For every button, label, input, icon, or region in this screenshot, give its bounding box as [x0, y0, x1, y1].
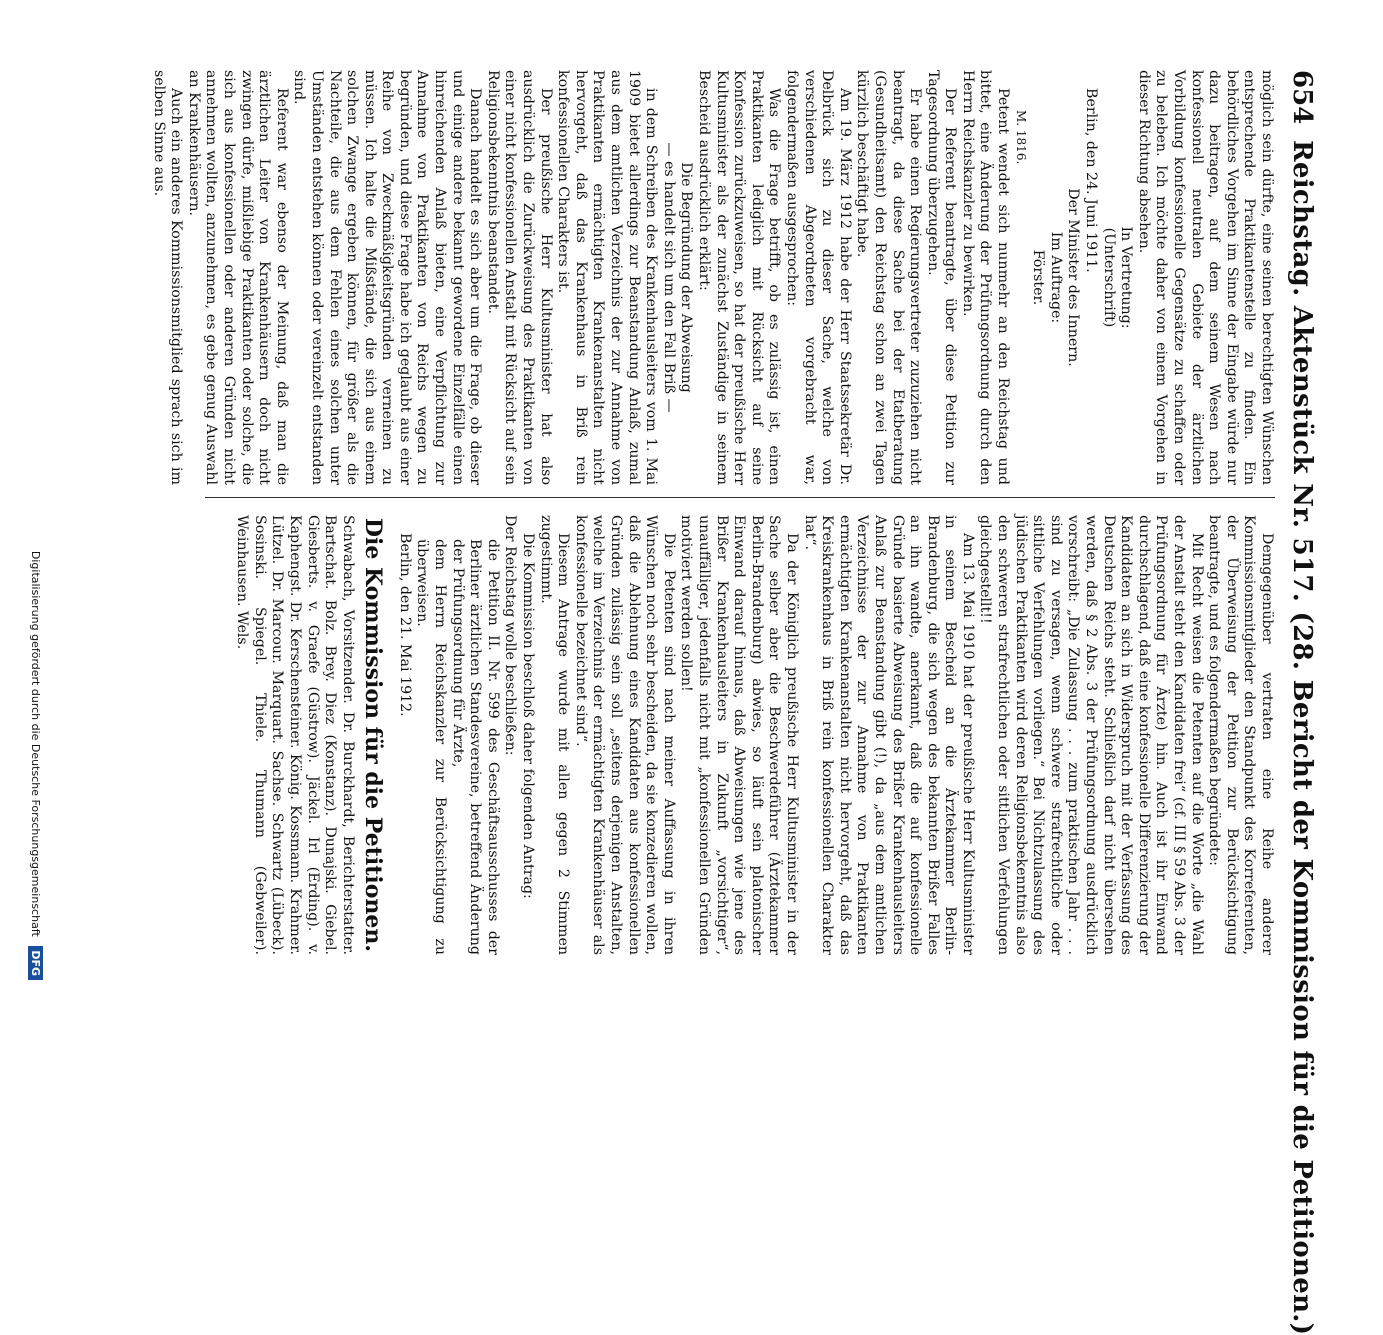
commission-heading: Die Kommission für die Petitionen.	[360, 517, 387, 953]
paragraph: in dem Schreiben des Krankenhausleiters vom 1. Mai 1909 bietet allerdings zur Beanstandung Anlaß, zumal aus dem amtlichen Verzeichnis der zur Annahme von Praktikanten ermächtigten Krankenanstalten nicht hervorgeht, daß das Krankenhaus in Briß rein konfessionellen Charakters ist.	[555, 70, 660, 485]
paragraph: Demgegenüber vertraten eine Reihe anderer Kommissionsmitglieder den Standpunkt des Korreferenten, der Überweisung der Petition zur Berücksichtigung beantragte, und es folgendermaßen begründete:	[1206, 515, 1275, 955]
centered-line: Im Auftrage:	[1047, 231, 1064, 324]
indented-motion: dem Herrn Reichskanzler zur Berücksichtigung zu überweisen.	[414, 539, 449, 955]
paragraph: Der preußische Herr Kultusminister hat also ausdrücklich die Zurückweisung des Praktikanten von einer nicht konfessionellen Anstalt mit Rücksicht auf sein Religionsbekenntnis beanstandet.	[484, 70, 554, 485]
paragraph: Am 13. Mai 1910 hat der preußische Herr Kultusminister in seinem Bescheid an die Ärztekammer Berlin-Brandenburg, die sich wegen des bekannten Brißer Falles an ihn wandte, anerkannt, daß die auf konfessionelle Gründe basierte Abweisung des Brißer Krankenhausleiters Anlaß zur Beanstandung gibt (!), da „aus dem amtlichen Verzeichnisse der zur Annahme von Praktikanten ermächtigten Krankenanstalten nicht hervorgeht, daß das Kreiskrankenhaus in Briß rein konfessionellen Charakter hat“.	[801, 515, 976, 955]
funding-note: Digitalisierung gefördert durch die Deutsche Forschungsgemeinschaft	[29, 550, 42, 937]
page-number: 654	[1287, 70, 1317, 125]
running-title: Reichstag. Aktenstück Nr. 517. (28. Bericht der Kommission für die Petitionen.)	[1287, 140, 1317, 1335]
dfg-footer	[17, 20, 43, 980]
member-list: Schwabach, Vorsitzender. Dr. Burckhardt, Berichterstatter. Bartschat. Bolz. Brey. Diez (Konstanz). Dunajski. Giebel. Giesberts. v. Graefe (Güstrow). Jäckel. Irl (Erding). v. Kaphengst. Dr. Kerschensteiner. König. Kossmann. Krahmer. Lützel. Dr. Marcour. Marquart. Sachse. Schwartz (Lübeck). Sosinski. Spiegel. Thiele. Thumann (Gebweiler). Weinhausen. Wels.	[234, 515, 356, 955]
paragraph: Am 19. März 1912 habe der Herr Staatssekretär Dr. Delbrück sich zu dieser Sache, welche von verschiedenen Abgeordneten vorgebracht war, folgendermaßen ausgesprochen:	[783, 70, 853, 485]
paragraph: Er habe einen Regierungsvertreter zuzuziehen nicht beantragt, da diese Sache bei der Etatberatung (Gesundheitsamt) den Reichstag schon an zwei Tagen kürzlich beschäftigt habe.	[854, 70, 924, 485]
paragraph: Die Petenten sind nach meiner Auffassung in ihren Wünschen noch sehr bescheiden, da sie konzedieren wollen, daß die Ablehnung eines Kandidaten aus konfessionellen Gründen zulässig sein soll „seitens derjenigen Anstalten, welche im Verzeichnis der ermächtigten Krankenhäuser als konfessionelle bezeichnet sind“.	[572, 515, 677, 955]
centered-line: Der Minister des Innern.	[1065, 188, 1082, 367]
paragraph: möglich sein dürfte, eine seinen berechtigten Wünschen entsprechende Praktikantenstelle zu finden. Ein behördliches Vorgehen im Sinne der Eingabe würde nur dazu beitragen, auf dem seinem Wesen nach konfessionell neutralen Gebiete der ärztlichen Vorbildung konfessionelle Gegensätze zu schaffen oder zu beleben. Ich möchte daher von einem Vorgehen in dieser Richtung absehen.	[1135, 70, 1275, 485]
paragraph: Da der Königlich preußische Herr Kultusminister in der Sache selber aber die Beschwerdeführer (Ärztekammer Berlin-Brandenburg) abwies, so läuft sein platonischer Einwand darauf hinaus, daß Abweisungen wie jene des Brißer Krankenhausleiters in Zukunft „vorsichtiger“, unauffälliger, jedenfalls nicht mit „konfessionellen Gründen motiviert werden sollen!	[678, 515, 800, 955]
centered-line: (Unterschrift)	[1100, 227, 1117, 328]
paragraph: Danach handelt es sich aber um die Frage, ob dieser und einige andere bekannt gewordene Einzelfälle einen hinreichenden Anlaß bieten, eine Verpflichtung zur Annahme von Praktikanten von Reichs wegen zu begründen, und diese Frage habe ich geglaubt aus einer Reihe von Zweckmäßigkeitsgründen verneinen zu müssen. Ich halte die Mißstände, die sich aus einem solchen Zwange ergeben können, für größer als die Nachteile, die aus dem Fehlen eines solchen unter Umständen entstehen können oder vereinzelt entstanden sind.	[291, 70, 484, 485]
right-text-column	[233, 515, 1275, 955]
file-reference: M. 1816.	[1013, 110, 1028, 165]
centered-line: — es handelt sich um den Fall Briß —	[660, 142, 677, 413]
indented-motion: die Petition II. Nr. 599 des Geschäftsausschusses der Berliner ärztlichen Standesvereine, betreffend Änderung der Prüfungsordnung für Ärzte,	[449, 539, 501, 955]
paragraph: Der Reichstag wolle beschließen:	[502, 515, 519, 756]
page-header	[1277, 70, 1321, 1335]
left-text-column	[149, 70, 1275, 485]
centered-line: Die Begründung der Abweisung	[678, 162, 695, 393]
paragraph: Berlin, den 24. Juni 1911.	[1083, 88, 1100, 273]
paragraph: Diesem Antrage wurde mit allen gegen 2 Stimmen zugestimmt.	[537, 515, 572, 955]
column-divider	[205, 497, 1275, 498]
paragraph: Referent war ebenso der Meinung, daß man die ärztlichen Leiter von Krankenhäusern doch nicht zwingen dürfe, mißliebige Praktikanten oder solche, die sich aus konfessionellen oder anderen Gründen nicht annehmen wollten, anzunehmen, es gebe genug Auswahl an Krankenhäusern.	[185, 70, 290, 485]
paragraph: Der Referent beantragte, über diese Petition zur Tagesordnung überzugehen.	[924, 70, 959, 485]
centered-line: In Vertretung:	[1118, 226, 1135, 329]
centered-line: Förster.	[1030, 249, 1047, 306]
paragraph: Die Kommission beschloß daher folgenden Antrag:	[520, 533, 537, 899]
paragraph: Auch ein anderes Kommissionsmitglied sprach sich im selben Sinne aus.	[150, 70, 185, 485]
paragraph: Petent wendet sich nunmehr an den Reichstag und bittet, eine Änderung der Prüfungsordnung durch den Herrn Reichskanzler zu bewirken.	[959, 70, 1012, 485]
paragraph: Was die Frage betrifft, ob es zulässig ist, einen Praktikanten lediglich mit Rücksicht auf seine Konfession zurückzuweisen, so hat der preußische Herr Kultusminister als der zunächst Zuständige in seinem Bescheid ausdrücklich erklärt:	[696, 70, 783, 485]
paragraph: Mit Recht weisen die Petenten auf die Worte „die Wahl der Anstalt steht den Kandidaten frei“ (cf. III § 59 Abs. 3 der Prüfungsordnung für Ärzte) hin. Auch ist ihr Einwand durchschlagend, daß eine konfessionelle Differenzierung der Kandidaten an sich in Widerspruch mit der Verfassung des Deutschen Reichs steht. Schließlich darf nicht übersehen werden, daß § 2 Abs. 3 der Prüfungsordnung ausdrücklich vorschreibt: „Die Zulassung . . . zum praktischen Jahr . . . sind zu versagen, wenn schwere strafrechtliche oder sittliche Verfehlungen vorliegen.“ Bei Nichtzulassung des jüdischen Praktikanten wird deren Religionsbekenntnis also den schweren strafrechtlichen oder sittlichen Verfehlungen gleichgestellt!!	[977, 515, 1205, 955]
paragraph: Berlin, den 21. Mai 1912.	[396, 533, 413, 717]
dfg-logo: DFG	[28, 946, 43, 980]
